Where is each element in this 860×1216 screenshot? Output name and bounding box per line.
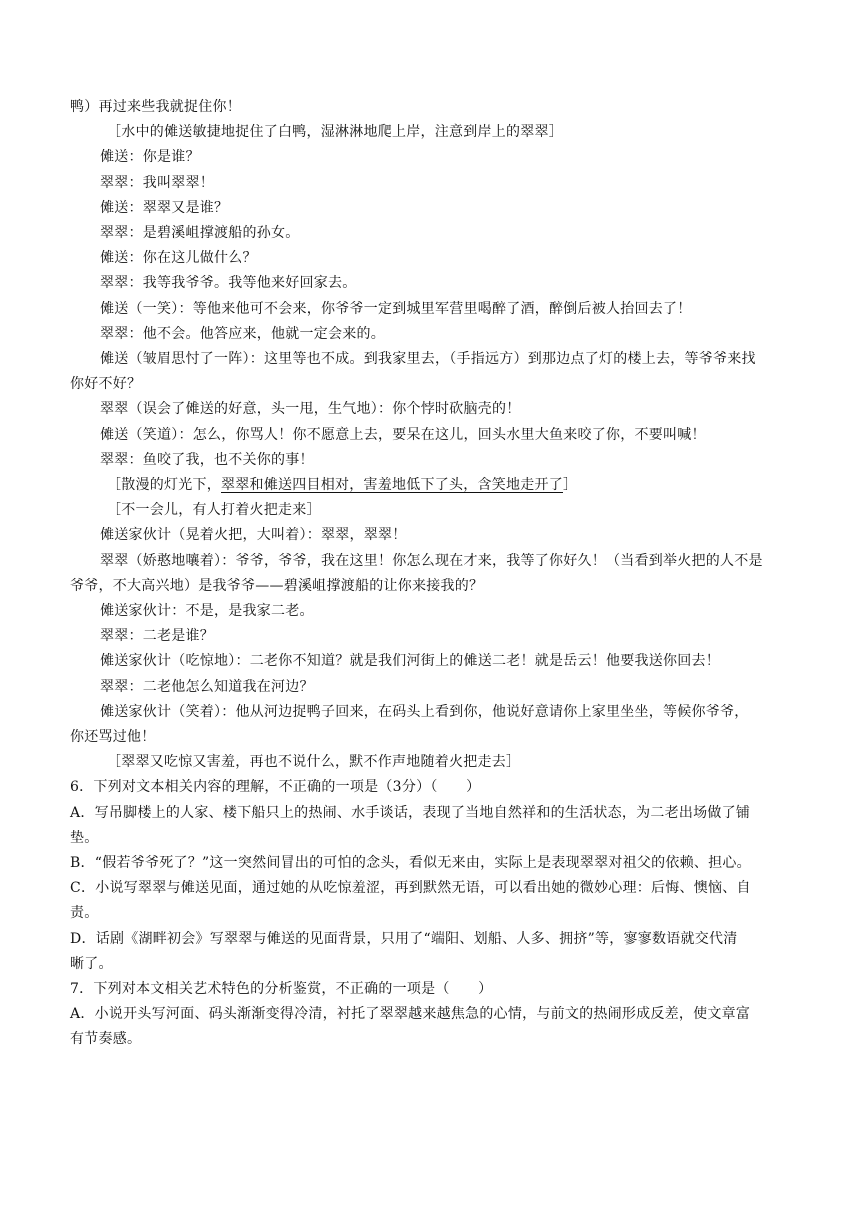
text-line: 垫。 [70,830,99,846]
text-line: 翠翠：我等我爷爷。我等他来好回家去。 [100,275,357,291]
text-line: 翠翠：鱼咬了我，也不关你的事！ [100,452,314,468]
text-line: 翠翠：二老是谁？ [100,628,214,644]
text-line: 傩送家伙计（晃着火把，大叫着）：翠翠，翠翠！ [100,527,407,543]
text-line: D．话剧《湖畔初会》写翠翠与傩送的见面背景，只用了“端阳、划船、人多、拥挤”等，寥寥数语就交代清 [70,931,738,947]
text-line: 鸭）再过来些我就捉住你！ [70,99,241,115]
text-line: 傩送：你是谁？ [100,149,200,165]
text-line: ［水中的傩送敏捷地捉住了白鸭，湿淋淋地爬上岸，注意到岸上的翠翠］ [107,124,563,140]
text-line: 爷爷，不大高兴地）是我爷爷——碧溪岨撑渡船的让你来接我的？ [70,578,484,594]
text-line: 傩送家伙计：不是，是我家二老。 [100,603,314,619]
text-line: A．小说开头写河面、码头渐渐变得冷清，衬托了翠翠越来越焦急的心情，与前文的热闹形成反差，使文章富 [70,1006,751,1022]
text-line: ［不一会儿，有人打着火把走来］ [107,502,321,518]
text-line: 6．下列对文本相关内容的理解，不正确的一项是（3分）（ ） [70,779,481,795]
text-line: 傩送：你在这儿做什么？ [100,250,257,266]
text-line: 傩送：翠翠又是谁？ [100,200,229,216]
text-line: 7．下列对本文相关艺术特色的分析鉴赏，不正确的一项是（ ） [70,981,493,997]
text-segment: ［散漫的灯光下， [107,477,221,493]
text-line: 有节奏感。 [70,1031,142,1047]
text-line: ［翠翠又吃惊又害羞，再也不说什么，默不作声地随着火把走去］ [107,754,521,770]
text-line: 翠翠：我叫翠翠！ [100,175,214,191]
text-line: 责。 [70,905,99,921]
text-line: 你好不好？ [70,376,142,392]
text-segment: ］ [563,477,578,493]
text-line: 翠翠：他不会。他答应来，他就一定会来的。 [100,326,385,342]
text-line: B．“假若爷爷死了？”这一突然间冒出的可怕的念头，看似无来由，实际上是表现翠翠对祖父的依赖、担心。 [70,855,751,871]
text-line: 翠翠：二老他怎么知道我在河边？ [100,679,314,695]
text-line [107,475,792,495]
text-line: 傩送（一笑）：等他来他可不会来，你爷爷一定到城里军营里喝醉了酒，醉倒后被人抬回去了！ [100,301,692,317]
text-line: 傩送家伙计（笑着）：他从河边捉鸭子回来，在码头上看到你，他说好意请你上家里坐坐，等候你爷爷， [100,704,749,720]
text-line: 翠翠（误会了傩送的好意，头一甩，生气地）：你个悖时砍脑壳的！ [100,401,521,417]
text-line: A．写吊脚楼上的人家、楼下船只上的热闹、水手谈话，表现了当地自然祥和的生活状态，为二老出场做了铺 [70,805,751,821]
text-line: 晰了。 [70,956,113,972]
underlined-text: 翠翠和傩送四目相对，害羞地低下了头，含笑地走开了 [221,477,563,493]
text-line: 傩送家伙计（吃惊地）：二老你不知道？就是我们河街上的傩送二老！就是岳云！他要我送你回去！ [100,653,720,669]
text-line: 翠翠：是碧溪岨撑渡船的孙女。 [100,225,300,241]
text-line: 傩送（皱眉思忖了一阵）：这里等也不成。到我家里去，（手指远方）到那边点了灯的楼上去，等爷爷来找 [100,351,756,367]
text-line: 你还骂过他！ [70,729,156,745]
text-line: 翠翠（娇憨地嚷着）：爷爷，爷爷，我在这里！你怎么现在才来，我等了你好久！（当看到举火把的人不是 [100,553,763,569]
text-line: C．小说写翠翠与傩送见面，通过她的从吃惊羞涩，再到默然无语，可以看出她的微妙心理：后悔、懊恼、自 [70,880,751,896]
text-line: 傩送（笑道）：怎么，你骂人！你不愿意上去，要呆在这儿，回头水里大鱼来咬了你，不要叫喊！ [100,427,706,443]
